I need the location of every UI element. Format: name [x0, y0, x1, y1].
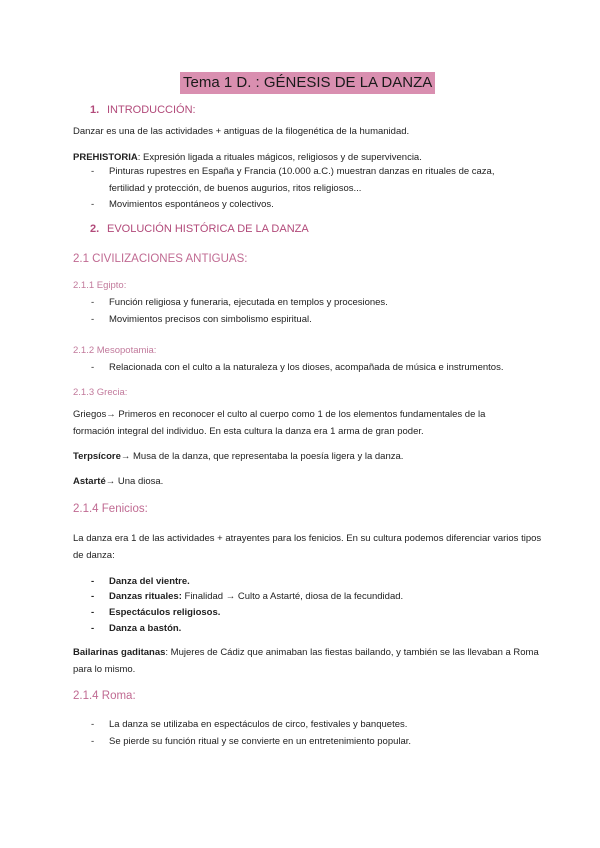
list-item: Pinturas rupestres en España y Francia (10.000 a.C.) muestran danzas en rituales de caza, fertilidad y protección, de buenos augurios, ritos religiosos...	[109, 166, 495, 194]
bullet-dash: -	[91, 166, 95, 177]
bullet-dash: -	[91, 591, 95, 602]
list-item: Movimientos precisos con simbolismo espiritual.	[109, 314, 312, 325]
list-item	[109, 620, 519, 637]
section-number: 1.	[90, 104, 100, 116]
fenicios-paragraph: La danza era 1 de las actividades + atrayentes para los fenicios. En su cultura podemos diferenciar varios tipos de danza:	[73, 533, 542, 561]
grecia-paragraph: Griegos→ Primeros en reconocer el culto al cuerpo como 1 de los elementos fundamentales de la formación integral del individuo. En esta cultura la danza era 1 arma de gran poder.	[73, 409, 486, 437]
astarte-paragraph	[73, 473, 543, 490]
terpsicore-text: → Musa de la danza, que representaba la poesía ligera y la danza.	[120, 451, 404, 462]
section-heading-evolucion	[90, 223, 309, 235]
astarte-text: → Una diosa.	[105, 476, 164, 487]
section-number: 2.	[90, 223, 100, 235]
terpsicore-paragraph	[73, 448, 543, 465]
bullet-dash: -	[91, 576, 95, 587]
subsection-heading-civilizaciones: 2.1 CIVILIZACIONES ANTIGUAS:	[73, 253, 248, 265]
bullet-dash: -	[91, 736, 95, 747]
page-title: Tema 1 D. : GÉNESIS DE LA DANZA	[180, 72, 435, 94]
bailarinas-text: : Mujeres de Cádiz que animaban las fiestas bailando, y también se las llevaban a Roma para lo mismo.	[73, 647, 539, 675]
list-item	[109, 604, 519, 621]
bullet-dash: -	[91, 623, 95, 634]
bailarinas-paragraph	[73, 644, 543, 678]
bullet-dash: -	[91, 297, 95, 308]
list-item-label: Danza a bastón.	[109, 623, 182, 634]
section-heading-introduccion	[90, 104, 196, 116]
astarte-label: Astarté	[73, 476, 106, 487]
bullet-dash: -	[91, 607, 95, 618]
subsection-heading-fenicios: 2.1.4 Fenicios:	[73, 503, 148, 515]
section-title: EVOLUCIÓN HISTÓRICA DE LA DANZA	[107, 223, 309, 235]
list-item	[109, 588, 519, 605]
list-item: Función religiosa y funeraria, ejecutada en templos y procesiones.	[109, 297, 388, 308]
list-item: Se pierde su función ritual y se convierte en un entretenimiento popular.	[109, 736, 412, 747]
list-item: Relacionada con el culto a la naturaleza y los dioses, acompañada de música e instrumentos.	[109, 362, 504, 373]
bullet-dash: -	[91, 314, 95, 325]
list-item-text: Finalidad → Culto a Astarté, diosa de la fecundidad.	[181, 591, 404, 602]
terpsicore-label: Terpsícore	[73, 451, 121, 462]
intro-paragraph: Danzar es una de las actividades + antiguas de la filogenética de la humanidad.	[73, 126, 410, 137]
list-item: Movimientos espontáneos y colectivos.	[109, 199, 274, 210]
bullet-dash: -	[91, 719, 95, 730]
bailarinas-label: Bailarinas gaditanas	[73, 647, 166, 658]
section-title: INTRODUCCIÓN:	[107, 104, 196, 116]
bullet-dash: -	[91, 362, 95, 373]
subsubsection-heading-grecia: 2.1.3 Grecia:	[73, 387, 128, 398]
bullet-dash: -	[91, 199, 95, 210]
subsubsection-heading-mesopotamia: 2.1.2 Mesopotamia:	[73, 345, 157, 356]
list-item: La danza se utilizaba en espectáculos de circo, festivales y banquetes.	[109, 719, 408, 730]
subsubsection-heading-egipto: 2.1.1 Egipto:	[73, 280, 127, 291]
list-item-label: Danza del vientre.	[109, 576, 190, 587]
list-item-label: Danzas rituales:	[109, 591, 182, 602]
subsection-heading-roma: 2.1.4 Roma:	[73, 690, 136, 702]
prehistoria-label: PREHISTORIA	[73, 152, 138, 163]
prehistoria-text: : Expresión ligada a rituales mágicos, religiosos y de supervivencia.	[137, 152, 422, 163]
list-item-label: Espectáculos religiosos.	[109, 607, 221, 618]
